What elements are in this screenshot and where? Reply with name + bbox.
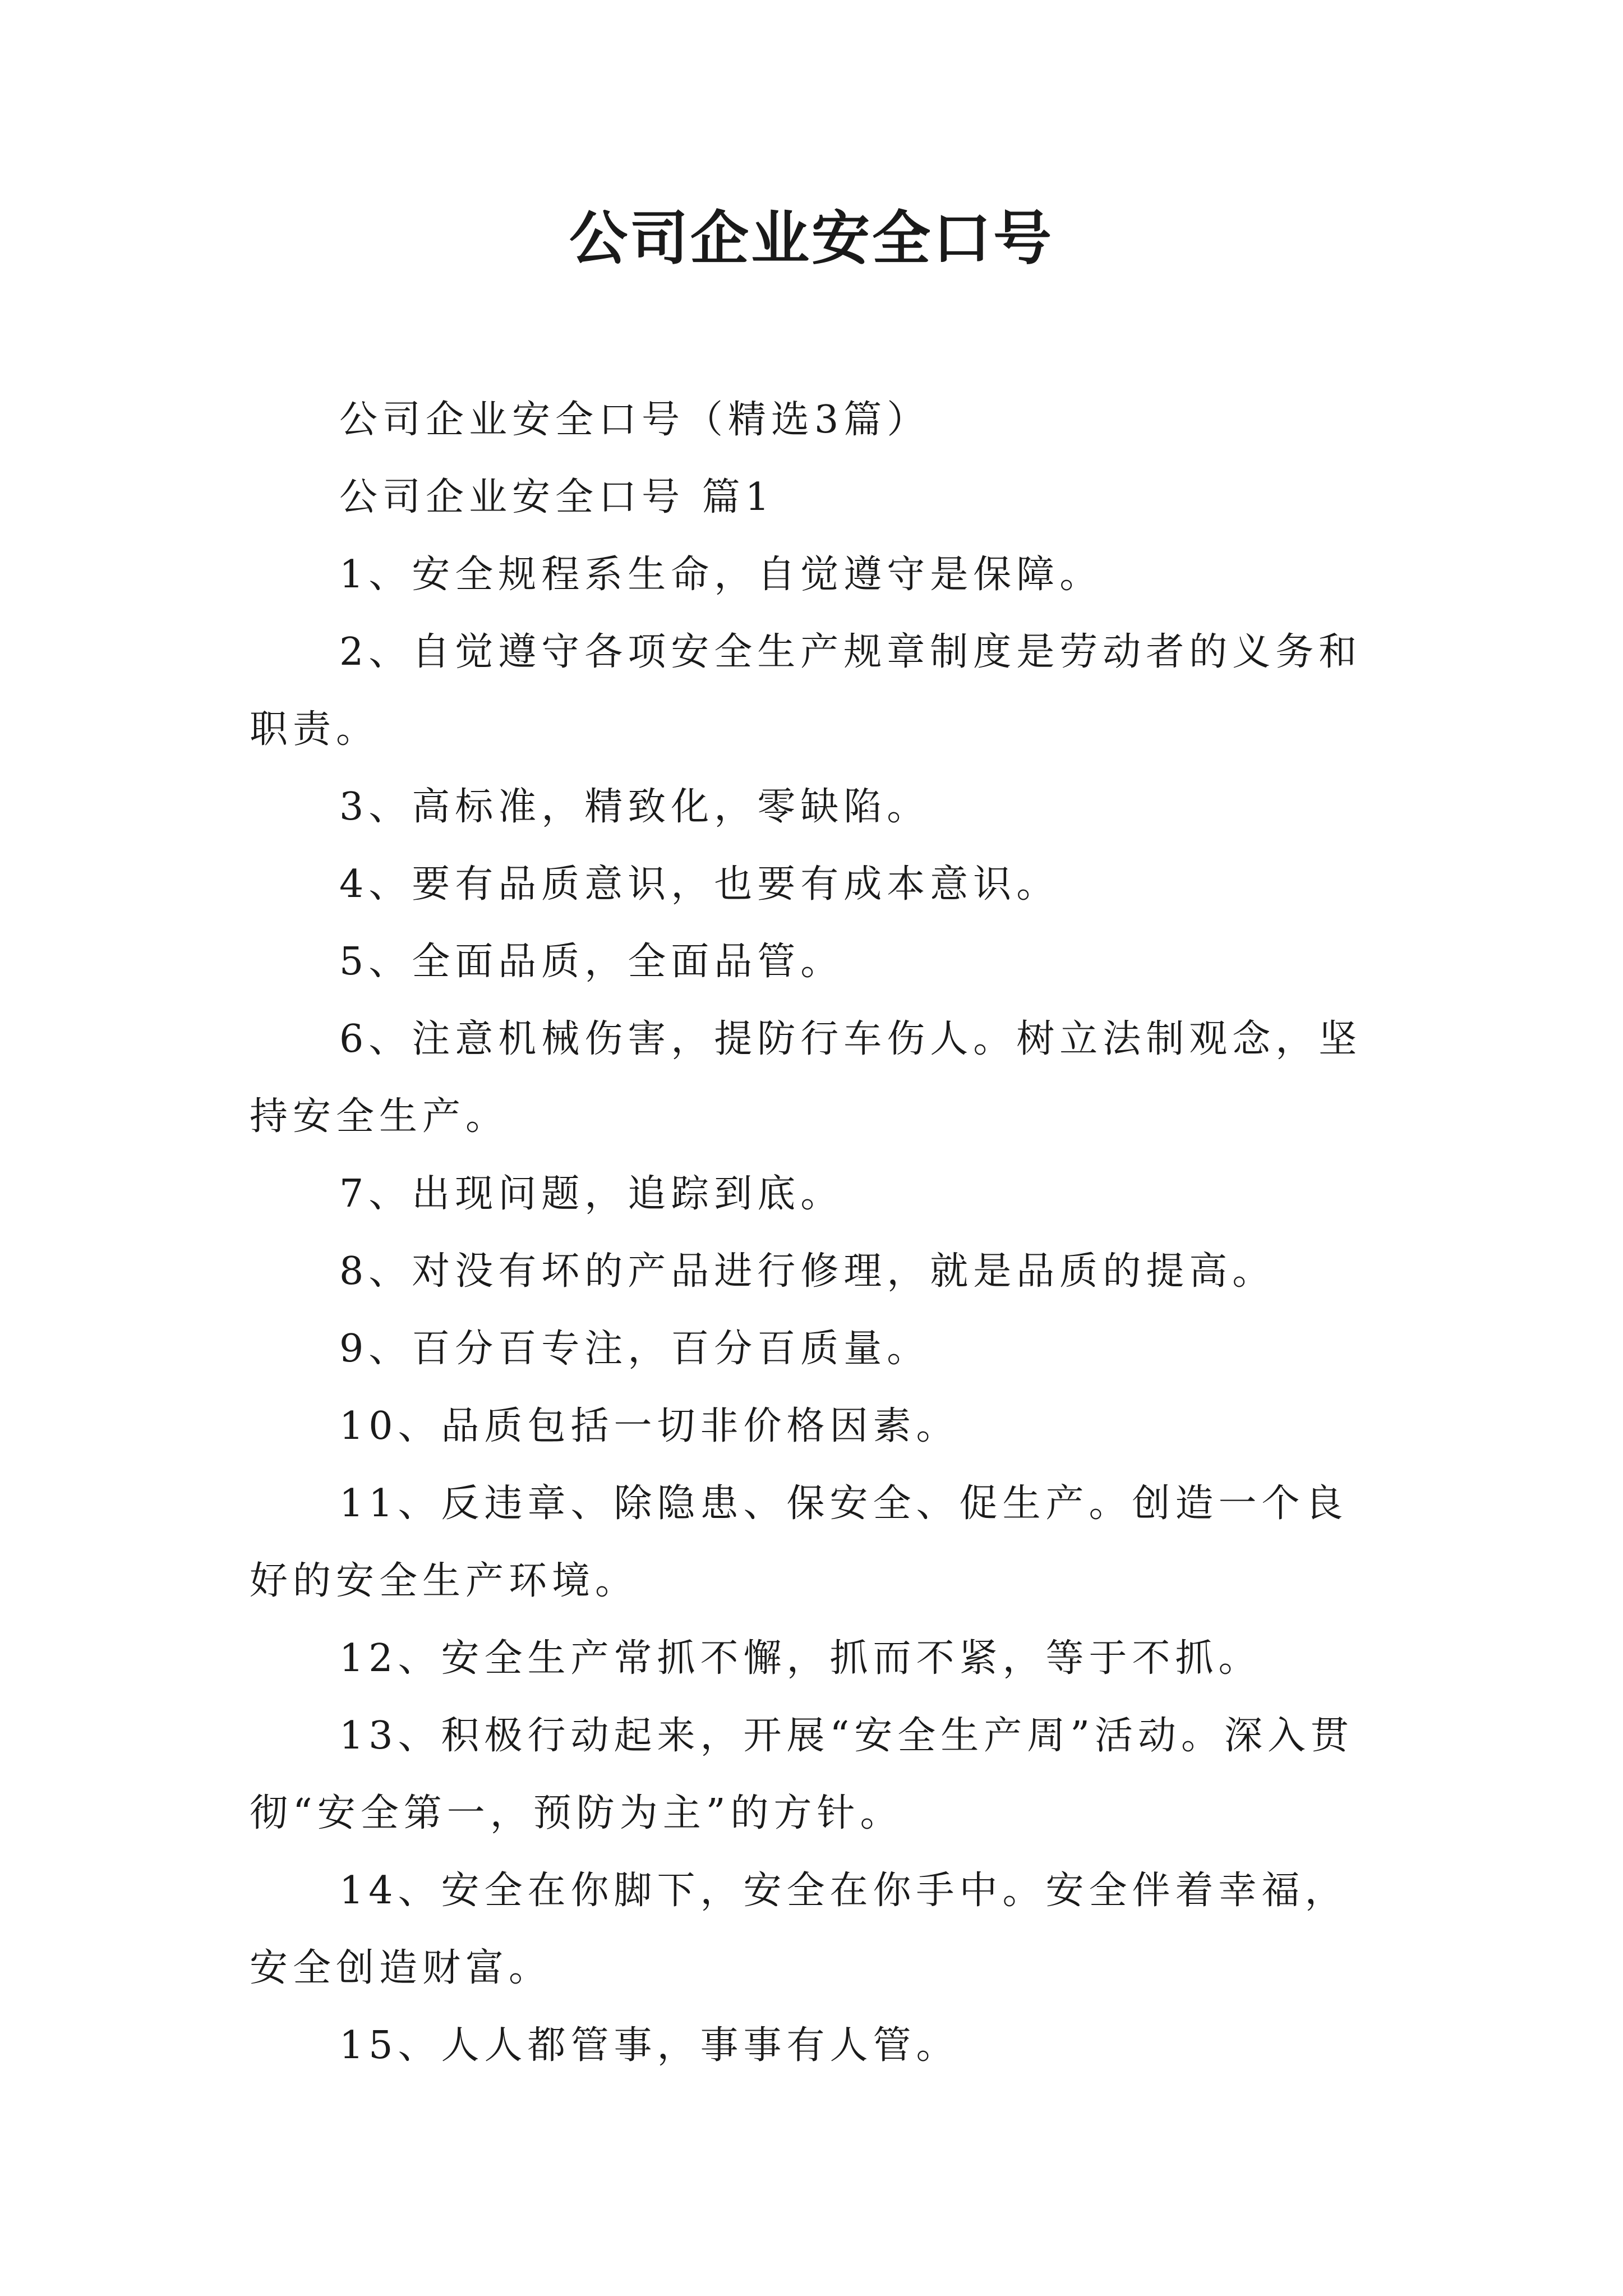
- slogan-item: 8、对没有坏的产品进行修理，就是品质的提高。: [339, 1249, 1276, 1294]
- slogan-item: 2、自觉遵守各项安全生产规章制度是劳动者的义务和职责。: [250, 630, 1362, 752]
- document-title: 公司企业安全口号: [569, 204, 1054, 273]
- slogan-item: 6、注意机械伤害，提防行车伤人。树立法制观念，坚持安全生产。: [250, 1017, 1362, 1139]
- slogan-item: 11、反违章、除隐患、保安全、促生产。创造一个良好的安全生产环境。: [250, 1481, 1348, 1603]
- slogan-item: 1、安全规程系生命，自觉遵守是保障。: [339, 553, 1103, 597]
- paragraph-intro: 公司企业安全口号（精选3篇）: [339, 398, 930, 442]
- slogan-item: 15、人人都管事，事事有人管。: [339, 2023, 960, 2068]
- slogan-item: 7、出现问题，追踪到底。: [339, 1172, 844, 1216]
- slogan-item: 9、百分百专注，百分百质量。: [339, 1327, 930, 1371]
- slogan-item: 3、高标准，精致化，零缺陷。: [339, 785, 930, 829]
- slogan-item: 4、要有品质意识，也要有成本意识。: [339, 862, 1060, 907]
- slogan-item: 5、全面品质，全面品管。: [339, 940, 844, 984]
- section-heading: 公司企业安全口号 篇1: [339, 475, 774, 519]
- slogan-item: 14、安全在你脚下，安全在你手中。安全伴着幸福，安全创造财富。: [250, 1869, 1348, 1990]
- document-body: [250, 381, 1388, 2085]
- slogan-item: 12、安全生产常抓不懈，抓而不紧，等于不抓。: [339, 1636, 1262, 1681]
- slogan-item: 13、积极行动起来，开展“安全生产周”活动。深入贯彻“安全第一，预防为主”的方针。: [250, 1714, 1354, 1835]
- slogan-item: 10、品质包括一切非价格因素。: [339, 1404, 960, 1448]
